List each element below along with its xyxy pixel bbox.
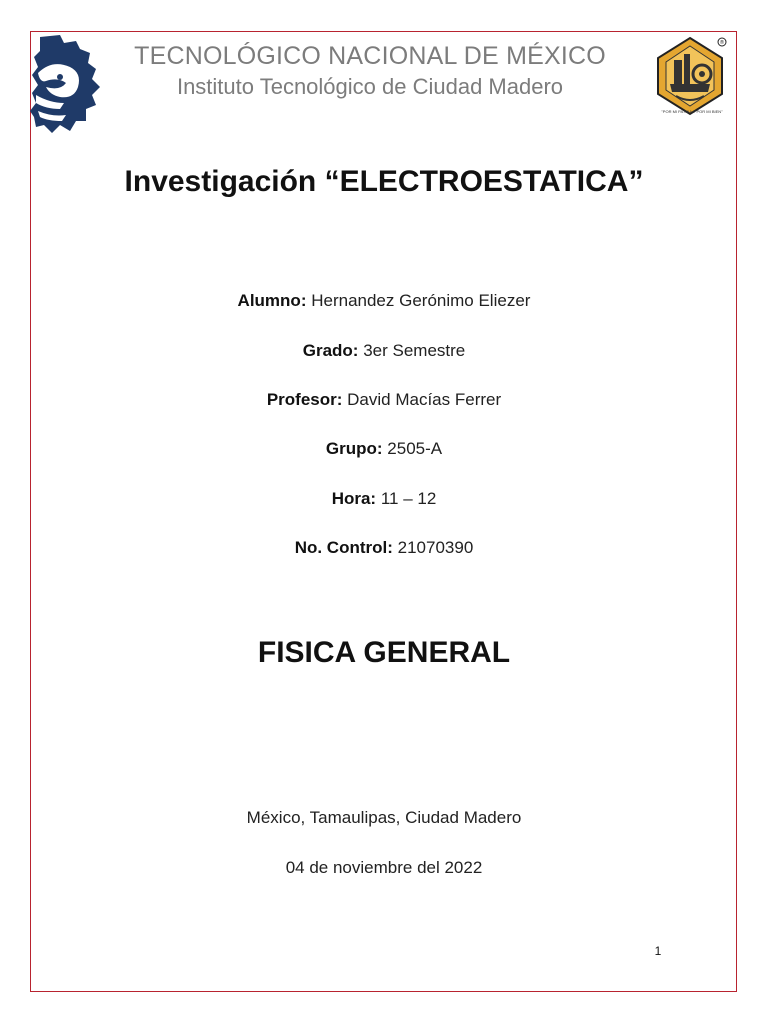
group-value: 2505-A — [387, 439, 443, 458]
itcm-seal-icon — [650, 34, 730, 120]
page-number: 1 — [654, 944, 662, 958]
student-label: Alumno: — [237, 291, 307, 310]
document-title: Investigación “ELECTROESTATICA” — [124, 165, 644, 198]
institute-name: Instituto Tecnológico de Ciudad Madero — [176, 74, 564, 99]
hour-label: Hora: — [331, 489, 377, 508]
place-line: México, Tamaulipas, Ciudad Madero — [246, 808, 522, 827]
professor-label: Profesor: — [266, 390, 343, 409]
student-value: Hernandez Gerónimo Eliezer — [311, 291, 531, 310]
student-line — [0, 291, 768, 311]
hour-line — [0, 489, 768, 509]
grade-value: 3er Semestre — [363, 341, 466, 360]
hour-value: 11 – 12 — [380, 489, 437, 508]
institution-name: TECNOLÓGICO NACIONAL DE MÉXICO — [134, 42, 606, 70]
group-line — [0, 439, 768, 459]
grade-line — [0, 341, 768, 361]
grade-label: Grado: — [302, 341, 359, 360]
professor-value: David Macías Ferrer — [347, 390, 502, 409]
subject-title: FISICA GENERAL — [257, 636, 511, 669]
control-number-line — [0, 538, 768, 558]
control-number-value: 21070390 — [397, 538, 474, 557]
professor-line — [0, 390, 768, 410]
tecnm-logo-icon — [30, 33, 102, 135]
svg-text:®: ® — [719, 40, 725, 46]
seal-motto: "POR MI PATRIA Y POR MI BIEN" — [661, 109, 723, 114]
group-label: Grupo: — [325, 439, 383, 458]
control-number-label: No. Control: — [294, 538, 393, 557]
date-line: 04 de noviembre del 2022 — [285, 858, 483, 877]
